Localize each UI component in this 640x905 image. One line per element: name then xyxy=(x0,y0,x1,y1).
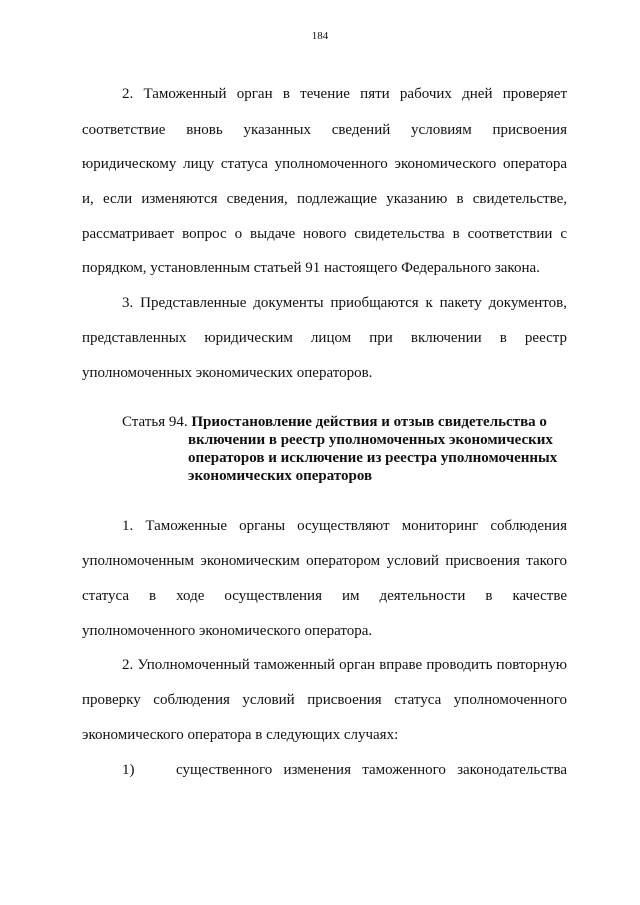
paragraph-line: уполномоченного экономического оператора. xyxy=(82,623,373,639)
article-label: Статья 94. xyxy=(122,414,188,430)
article-heading-first-line xyxy=(122,413,582,431)
article-title-line: включении в реестр уполномоченных экономических xyxy=(188,432,553,448)
paragraph-line: и, если изменяются сведения, подлежащие указанию в свидетельстве, xyxy=(82,191,567,207)
paragraph-line: 3. Представленные документы приобщаются к пакету документов, xyxy=(122,295,567,311)
paragraph-line: статуса в ходе осуществления им деятельности в качестве xyxy=(82,588,567,604)
paragraph-line: уполномоченным экономическим оператором условий присвоения такого xyxy=(82,553,567,569)
paragraph-line: представленных юридическим лицом при включении в реестр xyxy=(82,330,567,346)
article-title-line: Приостановление действия и отзыв свидетельства о xyxy=(191,414,547,430)
paragraph-line: порядком, установленным статьей 91 настоящего Федерального закона. xyxy=(82,260,540,276)
article-title-line: экономических операторов xyxy=(188,468,373,484)
paragraph-line: юридическому лицу статуса уполномоченного экономического оператора xyxy=(82,156,567,172)
enum-text: существенного изменения таможенного законодательства xyxy=(176,762,567,778)
paragraph-line: рассматривает вопрос о выдаче нового свидетельства в соответствии с xyxy=(82,226,567,242)
paragraph-line: 1. Таможенные органы осуществляют мониторинг соблюдения xyxy=(122,518,567,534)
page-number: 184 xyxy=(311,30,329,42)
paragraph-line: 2. Таможенный орган в течение пяти рабочих дней проверяет xyxy=(122,86,567,102)
paragraph-line: экономического оператора в следующих случаях: xyxy=(82,727,399,743)
article-heading xyxy=(122,413,582,485)
article-title-line: операторов и исключение из реестра уполномоченных xyxy=(188,450,558,466)
enumerated-item xyxy=(82,761,567,779)
paragraph-line: 2. Уполномоченный таможенный орган вправе проводить повторную xyxy=(122,657,567,673)
paragraph-line: уполномоченных экономических операторов. xyxy=(82,365,373,381)
paragraph-line: соответствие вновь указанных сведений условиям присвоения xyxy=(82,122,567,138)
enum-number: 1) xyxy=(122,762,135,778)
paragraph-line: проверку соблюдения условий присвоения статуса уполномоченного xyxy=(82,692,567,708)
